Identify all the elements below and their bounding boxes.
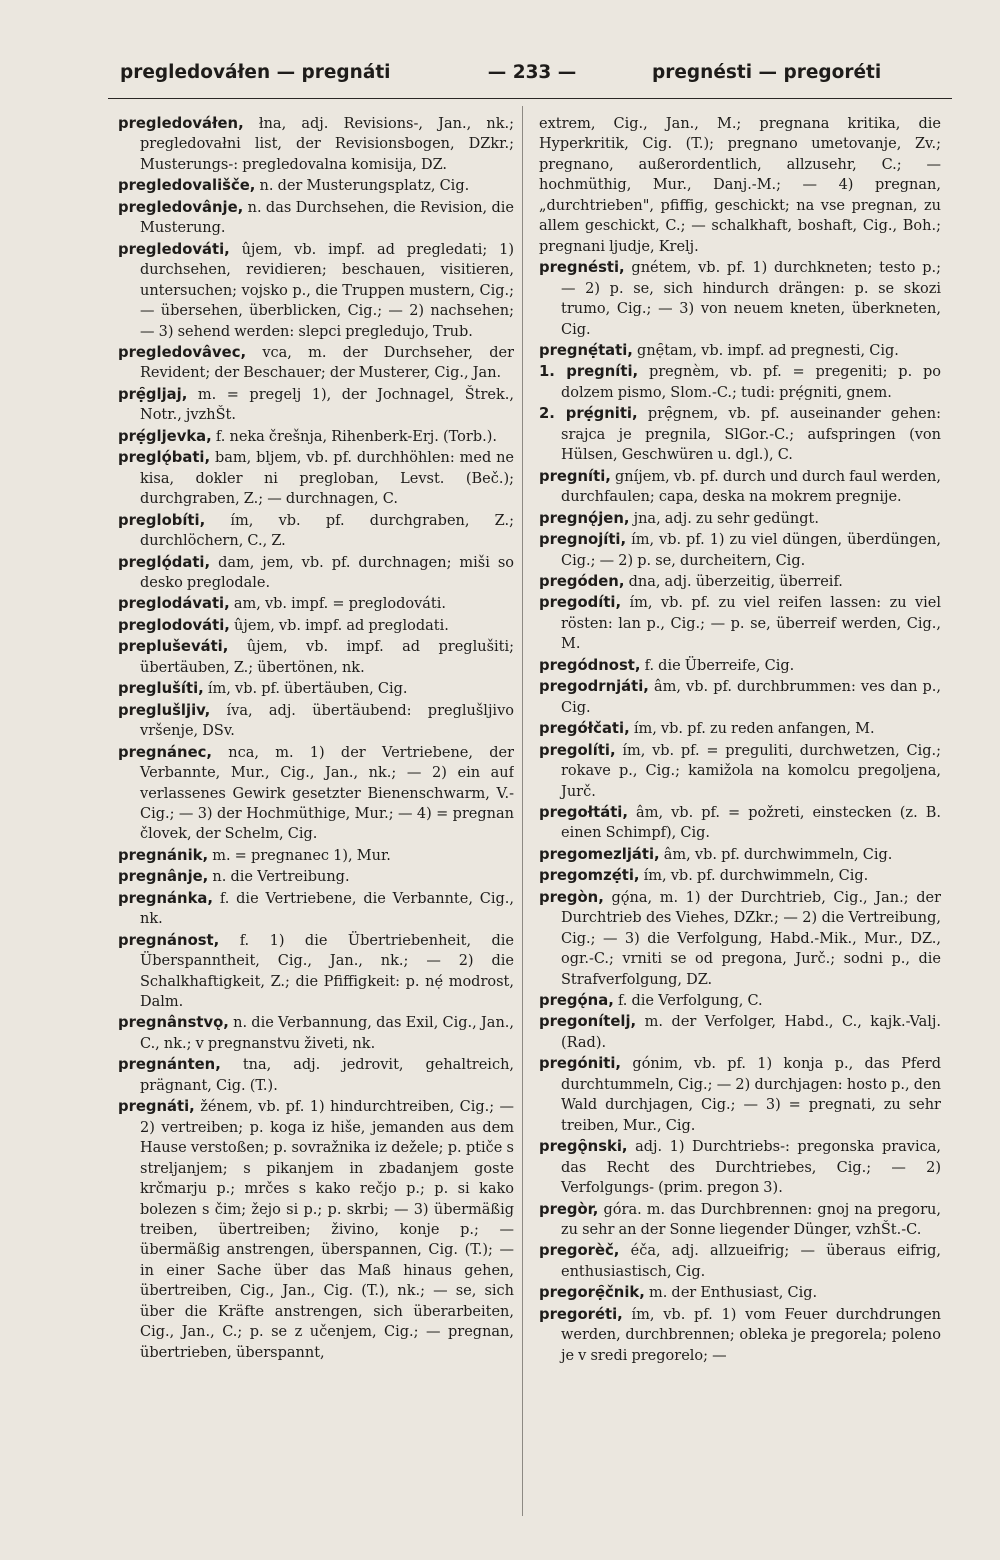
entry-headword: pregledováti,	[118, 240, 230, 258]
entry-definition: gnétem, vb. pf. 1) durchkneten; testo p.; — 2) p. se, sich hindurch drängen: p. se skozi trumo, Cig.; — 3) von neuem kneten, überkneten, Cig.	[561, 260, 941, 338]
entry-definition: dam, jem, vb. pf. durchnagen; miši so desko preglodale.	[140, 554, 514, 591]
dictionary-entry	[118, 1013, 514, 1054]
entry-headword: pregomezljáti,	[539, 845, 660, 863]
dictionary-entry	[118, 1097, 514, 1363]
dictionary-entry	[539, 404, 941, 465]
entry-definition: ím, vb. pf. zu viel reifen lassen: zu viel rösten: lan p., Cig.; — p. se, überreif werden, Cig., M.	[561, 595, 941, 653]
entry-headword: preglobíti,	[118, 511, 206, 529]
entry-definition: ûjem, vb. impf. ad preglušiti; übertäuben, Z.; übertönen, nk.	[140, 639, 514, 676]
dictionary-entry	[539, 991, 941, 1011]
entry-headword: pregołtáti,	[539, 803, 628, 821]
dictionary-entry	[539, 719, 941, 739]
entry-headword: preglǫ́dati,	[118, 553, 211, 571]
entry-headword: pregnáti,	[118, 1098, 195, 1116]
dictionary-entry	[118, 616, 514, 636]
dictionary-entry	[539, 1241, 941, 1282]
dictionary-entry	[539, 677, 941, 718]
entry-definition: gǫ́na, m. 1) der Durchtrieb, Cig., Jan.; der Durchtrieb des Viehes, DZkr.; — 2) die Vertreibung, Cig.; — 3) die Verfolgung, Habd.-Mik., Mur., DZ., ogr.-C.; vrniti se od pregona, Jurč.; sodni p., die Strafverfolgung, DZ.	[561, 889, 941, 988]
dictionary-entry	[118, 889, 514, 930]
entry-definition: pregnèm, vb. pf. = pregeniti; p. po dolzem pismo, Slom.-C.; tudi: prẹ́gniti, gnem.	[561, 364, 941, 401]
entry-definition: vca, m. der Durchseher, der Revident; der Beschauer; der Musterer, Cig., Jan.	[140, 344, 514, 382]
entry-definition: f. die Verfolgung, C.	[617, 993, 763, 1010]
entry-definition: łna, adj. Revisions-, Jan., nk.; pregledovałni list, der Revisionsbogen, DZkr.; Musterungs-: pregledovalna komisija, DZ.	[140, 116, 514, 173]
entry-headword: pregledováłen,	[118, 115, 244, 132]
entry-definition: gníjem, vb. pf. durch und durch faul werden, durchfaulen; capa, deska na mokrem pregnije.	[561, 468, 941, 506]
entry-definition: prẹ̑gnem, vb. pf. auseinander gehen: srajca je pregnila, SlGor.-C.; aufspringen (von Hülsen, Geschwüren u. dgl.), C.	[561, 406, 941, 464]
dictionary-entry	[539, 866, 941, 886]
entry-definition: f. neka črešnja, Rihenberk-Erj. (Torb.).	[215, 428, 497, 445]
dictionary-entry	[539, 467, 941, 508]
dictionary-entry	[118, 176, 514, 196]
entry-definition: gnẹ̑tam, vb. impf. ad pregnesti, Cig.	[637, 342, 899, 359]
entry-definition: tna, adj. jedrovit, gehaltreich, prägnant, Cig. (T.).	[140, 1057, 514, 1094]
entry-definition: ím, vb. pf. übertäuben, Cig.	[207, 681, 408, 698]
entry-headword: pregonítelj,	[539, 1013, 637, 1031]
dictionary-entry	[539, 741, 941, 802]
header-left-guideword: pregledováłen — pregnáti	[120, 62, 391, 83]
entry-headword: pregledovališče,	[118, 177, 256, 195]
dictionary-entry	[539, 509, 941, 529]
dictionary-entry	[118, 867, 514, 887]
entry-headword: preglodováti,	[118, 616, 230, 634]
entry-headword: preglušljiv,	[118, 701, 211, 719]
entry-headword: preglodávati,	[118, 595, 230, 613]
dictionary-entry	[118, 846, 514, 866]
dictionary-entry	[539, 1012, 941, 1053]
left-column	[118, 114, 514, 1519]
dictionary-entry	[118, 511, 514, 552]
entry-headword: pregnânje,	[118, 868, 209, 886]
entry-definition: íva, adj. übertäubend: preglušljivo vršenje, DSv.	[140, 702, 514, 740]
entry-definition: éča, adj. allzueifrig; — überaus eifrig, enthusiastisch, Cig.	[561, 1243, 941, 1280]
dictionary-entry	[118, 427, 514, 447]
entry-definition: f. die Vertriebene, die Verbannte, Cig., nk.	[140, 890, 514, 928]
entry-headword: pregodrnjáti,	[539, 678, 649, 696]
entry-headword: pregódnost,	[539, 656, 641, 674]
dictionary-entry	[539, 572, 941, 592]
entry-definition: ím, vb. pf. zu reden anfangen, M.	[633, 721, 875, 738]
entry-headword: 2. prẹ́gniti,	[539, 405, 638, 423]
entry-definition: jna, adj. zu sehr gedüngt.	[633, 510, 819, 527]
entry-definition: ím, vb. pf. = preguliti, durchwetzen, Cig.; rokave p., Cig.; kamižola na komolcu pregoljena, Jurč.	[561, 742, 941, 800]
entry-definition: ím, vb. pf. 1) zu viel düngen, überdüngen, Cig.; — 2) p. se, durcheitern, Cig.	[561, 532, 941, 569]
entry-headword: pregnánka,	[118, 889, 214, 907]
entry-headword: pregorẹ̑čnik,	[539, 1284, 645, 1302]
entry-headword: pregoréti,	[539, 1305, 623, 1323]
entry-headword: pregnánost,	[118, 931, 220, 949]
entry-definition: ím, vb. pf. durchgraben, Z.; durchlöchern, C., Z.	[140, 512, 514, 550]
entry-headword: pregòn,	[539, 888, 604, 906]
dictionary-entry	[539, 1305, 941, 1366]
entry-headword: prepluševáti,	[118, 638, 229, 656]
entry-definition: âm, vb. pf. durchwimmeln, Cig.	[663, 846, 893, 863]
entry-headword: pregledovânje,	[118, 198, 244, 216]
entry-definition: m. = pregnanec 1), Mur.	[212, 847, 391, 864]
dictionary-entry	[118, 931, 514, 1013]
dictionary-entry	[118, 594, 514, 614]
dictionary-entry	[539, 656, 941, 676]
right-column	[539, 114, 941, 1519]
entry-definition: âm, vb. pf. durchbrummen: ves dan p., Cig.	[561, 679, 941, 716]
entry-headword: preglǫ́bati,	[118, 449, 211, 467]
entry-definition: nca, m. 1) der Vertriebene, der Verbannte, Mur., Cig., Jan., nk.; — 2) ein auf verlassenes Gewirk gesetzter Bienenschwarm, V.-Cig.; — 3) der Hochmüthige, Mur.; — 4) = pregnan človek, der Schelm, Cig.	[140, 744, 514, 843]
header-right-guideword: pregnésti — pregoréti	[652, 62, 882, 83]
entry-definition: m. der Enthusiast, Cig.	[648, 1285, 818, 1302]
entry-definition: ûjem, vb. impf. ad preglodati.	[234, 617, 449, 634]
entry-definition: gónim, vb. pf. 1) konja p., das Pferd durchtummeln, Cig.; — 2) durchjagen: hosto p., den Wald durchjagen, Cig.; — 3) = pregnati, zu sehr treiben, Mur., Cig.	[561, 1056, 941, 1134]
entry-headword: pregnǫ́jen,	[539, 509, 630, 527]
entry-definition: am, vb. impf. = preglodováti.	[233, 596, 447, 613]
entry-headword: pregnánec,	[118, 743, 212, 761]
entry-definition: f. die Überreife, Cig.	[644, 657, 795, 674]
dictionary-entry	[118, 448, 514, 509]
entry-headword: pregomzẹ́ti,	[539, 867, 640, 885]
entry-definition: dna, adj. überzeitig, überreif.	[628, 573, 843, 590]
running-header	[0, 62, 1000, 102]
dictionary-entry	[539, 1137, 941, 1198]
dictionary-entry	[539, 845, 941, 865]
entry-definition: ím, vb. pf. durchwimmeln, Cig.	[643, 868, 869, 885]
dictionary-entry	[118, 343, 514, 384]
dictionary-entry	[539, 888, 941, 990]
entry-headword: pregnésti,	[539, 259, 625, 277]
entry-headword: pregnojíti,	[539, 531, 627, 549]
entry-headword: pregóniti,	[539, 1055, 622, 1073]
entry-headword: prẹ̑gljaj,	[118, 385, 188, 403]
entry-headword: prẹ́gljevka,	[118, 427, 212, 445]
entry-definition: m. der Verfolger, Habd., C., kajk.-Valj. (Rad).	[561, 1014, 941, 1051]
entry-definition: adj. 1) Durchtriebs-: pregonska pravica, das Recht des Durchtriebes, Cig.; — 2) Verfolgungs- (prim. pregon 3).	[561, 1139, 941, 1197]
dictionary-entry	[539, 341, 941, 361]
entry-headword: pregòr,	[539, 1200, 599, 1218]
entry-headword: pregóden,	[539, 572, 625, 590]
entry-headword: pregnánten,	[118, 1056, 221, 1074]
page-number: — 233 —	[487, 62, 577, 83]
dictionary-entry	[539, 803, 941, 844]
entry-definition: ím, vb. pf. 1) vom Feuer durchdrungen werden, durchbrennen; obleka je pregorela; poleno je v sredi pregorelo; —	[561, 1306, 941, 1364]
entry-headword: pregnânstvǫ,	[118, 1014, 229, 1032]
entry-definition: bam, bljem, vb. pf. durchhöhlen: med ne kisa, dokler ni pregloban, Levst. (Beč.); durchgraben, Z.; — durchnagen, C.	[140, 450, 514, 508]
entry-definition: m. = pregelj 1), der Jochnagel, Štrek., Notr., jvzhŠt.	[140, 386, 514, 424]
dictionary-entry	[118, 679, 514, 699]
entry-headword: pregółčati,	[539, 720, 630, 738]
entry-headword: pregorèč,	[539, 1242, 620, 1260]
dictionary-entry	[539, 1283, 941, 1303]
dictionary-entry	[539, 1054, 941, 1136]
dictionary-entry	[118, 701, 514, 742]
entry-headword: pregolíti,	[539, 741, 616, 759]
header-rule	[108, 98, 952, 99]
entry-definition: n. das Durchsehen, die Revision, die Musterung.	[140, 199, 514, 237]
entry-definition: n. der Musterungsplatz, Cig.	[259, 178, 470, 195]
dictionary-entry	[118, 637, 514, 678]
entry-definition: n. die Vertreibung.	[212, 869, 350, 886]
entry-headword: pregodíti,	[539, 594, 622, 612]
dictionary-entry	[118, 1055, 514, 1096]
entry-headword: pregǫ̑nski,	[539, 1138, 628, 1156]
column-divider	[522, 106, 523, 1516]
entry-headword: pregnánik,	[118, 846, 209, 864]
entry-headword: preglušíti,	[118, 680, 204, 698]
entry-headword: pregledovâvec,	[118, 343, 247, 361]
entry-headword: pregǫ́na,	[539, 992, 614, 1010]
dictionary-entry	[118, 385, 514, 426]
entry-definition: n. die Verbannung, das Exil, Cig., Jan., C., nk.; v pregnanstvu živeti, nk.	[140, 1015, 514, 1052]
dictionary-entry	[539, 258, 941, 340]
dictionary-entry	[539, 593, 941, 654]
dictionary-entry	[118, 743, 514, 845]
entry-headword: 1. pregníti,	[539, 363, 639, 381]
entry-definition: f. 1) die Übertriebenheit, die Überspanntheit, Cig., Jan., nk.; — 2) die Schalkhaftigkeit, Z.; die Pfiffigkeit: p. nẹ́ modrost, Dalm.	[140, 932, 514, 1011]
dictionary-entry	[118, 198, 514, 239]
entry-definition: âm, vb. pf. = požreti, einstecken (z. B. einen Schimpf), Cig.	[561, 804, 941, 842]
entry-headword: pregnẹ́tati,	[539, 341, 633, 359]
entry-definition: žénem, vb. pf. 1) hindurchtreiben, Cig.; — 2) vertreiben; p. koga iz hiše, jemanden aus dem Hause verstoßen; p. sovražnika iz dežele; p. ptiče s streljanjem; s pikanjem in zbadanjem goste krčmarju p.; mrčes s kako rečjo p.; p. si kako bolezen s čim; žejo si p.; p. skrbi; — 3) übermäßig treiben, übertreiben; živino, konje p.; — übermäßig anstrengen, überspannen, Cig. (T.); — in einer Sache über das Maß hinaus gehen, übertreiben, Cig., Jan., Cig. (T.), nk.; — se, sich über die Kräfte anstrengen, sich überarbeiten, Cig., Jan., C.; p. se z učenjem, Cig.; — pregnan, übertrieben, überspannt,	[140, 1099, 514, 1361]
dictionary-entry	[118, 553, 514, 594]
entry-definition: ûjem, vb. impf. ad pregledati; 1) durchsehen, revidieren; beschauen, visitieren, untersuchen; vojsko p., die Truppen mustern, Cig.; — übersehen, überblicken, Cig.; — 2) nachsehen; — 3) sehend werden: slepci pregledujo, Trub.	[140, 241, 514, 340]
entry-headword: pregníti,	[539, 467, 611, 485]
dictionary-entry	[539, 362, 941, 403]
dictionary-entry	[118, 114, 514, 175]
entry-definition: extrem, Cig., Jan., M.; pregnana kritika, die Hyperkritik, Cig. (T.); pregnano umetovanje, Zv.; pregnano, außerordentlich, allzusehr, C.; — hochmüthig, Mur., Danj.-M.; — 4) pregnan, „durchtrieben", pfiffig, geschickt; na vse pregnan, zu allem geschickt, C.; — schalkhaft, boshaft, Cig., Boh.; pregnani ljudje, Krelj.	[539, 116, 941, 255]
dictionary-entry	[539, 1200, 941, 1241]
dictionary-entry	[118, 240, 514, 342]
entry-definition: góra. m. das Durchbrennen: gnoj na pregoru, zu sehr an der Sonne liegender Dünger, vzhŠt.-C.	[561, 1201, 941, 1239]
dictionary-entry	[539, 114, 941, 257]
dictionary-entry	[539, 530, 941, 571]
